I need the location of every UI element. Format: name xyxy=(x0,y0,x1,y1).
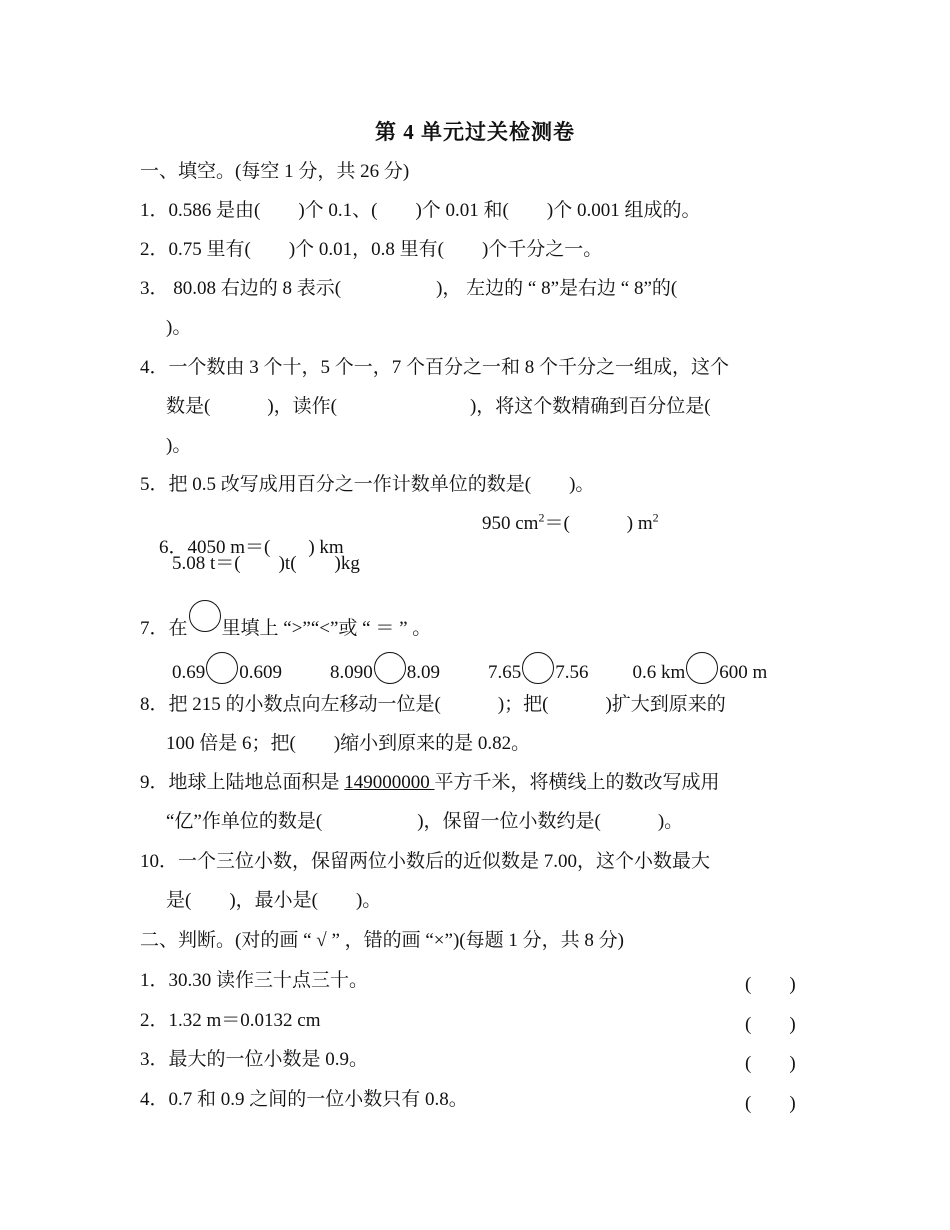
question-4-line1: 4．一个数由 3 个十，5 个一，7 个百分之一和 8 个千分之一组成，这个 xyxy=(140,357,730,378)
answer-bracket-4[interactable]: ( ) xyxy=(745,1093,796,1114)
compare-left-3: 7.65 xyxy=(488,662,522,683)
compare-right-1: 0.609 xyxy=(239,662,282,683)
question-7-line2 xyxy=(172,652,767,685)
question-9-line2: “亿”作单位的数是( )，保留一位小数约是( )。 xyxy=(166,811,684,832)
judge-item-2: 2．1.32 m＝0.0132 cm xyxy=(140,1010,321,1031)
question-9-line1 xyxy=(140,771,720,795)
answer-bracket-3[interactable]: ( ) xyxy=(745,1053,796,1074)
question-7-line1 xyxy=(140,600,431,641)
question-10-line2: 是( )，最小是( )。 xyxy=(166,890,382,911)
question-7-prefix: 7．在 xyxy=(140,618,188,639)
question-6-right xyxy=(482,512,659,536)
compare-circle-icon-4[interactable] xyxy=(686,652,718,684)
underlined-number: 149000000 xyxy=(344,772,435,793)
question-8-line2: 100 倍是 6；把( )缩小到原来的是 0.82。 xyxy=(166,733,531,754)
compare-circle-icon-2[interactable] xyxy=(374,652,406,684)
question-4-line2: 数是( )，读作( )，将这个数精确到百分位是( xyxy=(166,396,711,417)
superscript: 2 xyxy=(652,510,659,525)
area-equals: ＝( ) m xyxy=(544,513,653,534)
question-4-line3: )。 xyxy=(166,435,192,456)
compare-left-4: 0.6 km xyxy=(632,662,686,683)
blank-circle-icon xyxy=(189,600,221,632)
judge-item-4: 4．0.7 和 0.9 之间的一位小数只有 0.8。 xyxy=(140,1089,468,1110)
compare-left-1: 0.69 xyxy=(172,662,206,683)
question-7-suffix: 里填上 “>”“<”或 “ ＝ ” 。 xyxy=(221,618,432,639)
question-9-prefix: 9．地球上陆地总面积是 xyxy=(140,772,345,793)
question-8-line1: 8．把 215 的小数点向左移动一位是( )；把( )扩大到原来的 xyxy=(140,694,726,715)
superscript: 2 xyxy=(538,510,545,525)
judge-item-1: 1．30.30 读作三十点三十。 xyxy=(140,970,369,991)
answer-bracket-1[interactable]: ( ) xyxy=(745,974,796,995)
question-10-line1: 10．一个三位小数，保留两位小数后的近似数是 7.00，这个小数最大 xyxy=(140,851,711,872)
compare-circle-icon-1[interactable] xyxy=(206,652,238,684)
compare-left-2: 8.090 xyxy=(330,662,373,683)
compare-right-4: 600 m xyxy=(719,662,768,683)
compare-circle-icon-3[interactable] xyxy=(522,652,554,684)
page-title: 第 4 单元过关检测卷 xyxy=(375,120,575,144)
question-3-line2: )。 xyxy=(166,317,192,338)
question-9-suffix: 平方千米，将横线上的数改写成用 xyxy=(434,772,720,793)
question-6-left: 6．4050 m＝( ) km xyxy=(159,537,344,558)
question-2: 2．0.75 里有( )个 0.01，0.8 里有( )个千分之一。 xyxy=(140,239,603,260)
section1-heading: 一、填空。(每空 1 分，共 26 分) xyxy=(140,161,410,182)
compare-right-3: 7.56 xyxy=(555,662,589,683)
judge-item-3: 3．最大的一位小数是 0.9。 xyxy=(140,1049,369,1070)
question-1: 1．0.586 是由( )个 0.1、( )个 0.01 和( )个 0.001 组成的。 xyxy=(140,200,701,221)
question-5: 5．把 0.5 改写成用百分之一作计数单位的数是( )。 xyxy=(140,474,595,495)
answer-bracket-2[interactable]: ( ) xyxy=(745,1014,796,1035)
area-value: 950 cm xyxy=(482,513,539,534)
question-3-line1: 3． 80.08 右边的 8 表示( )， 左边的 “ 8”是右边 “ 8”的( xyxy=(140,278,678,299)
question-6-line2: 5.08 t＝( )t( )kg xyxy=(172,553,360,574)
section2-heading: 二、判断。(对的画 “ √ ” ，错的画 “×”)(每题 1 分，共 8 分) xyxy=(140,930,624,951)
compare-right-2: 8.09 xyxy=(406,662,440,683)
